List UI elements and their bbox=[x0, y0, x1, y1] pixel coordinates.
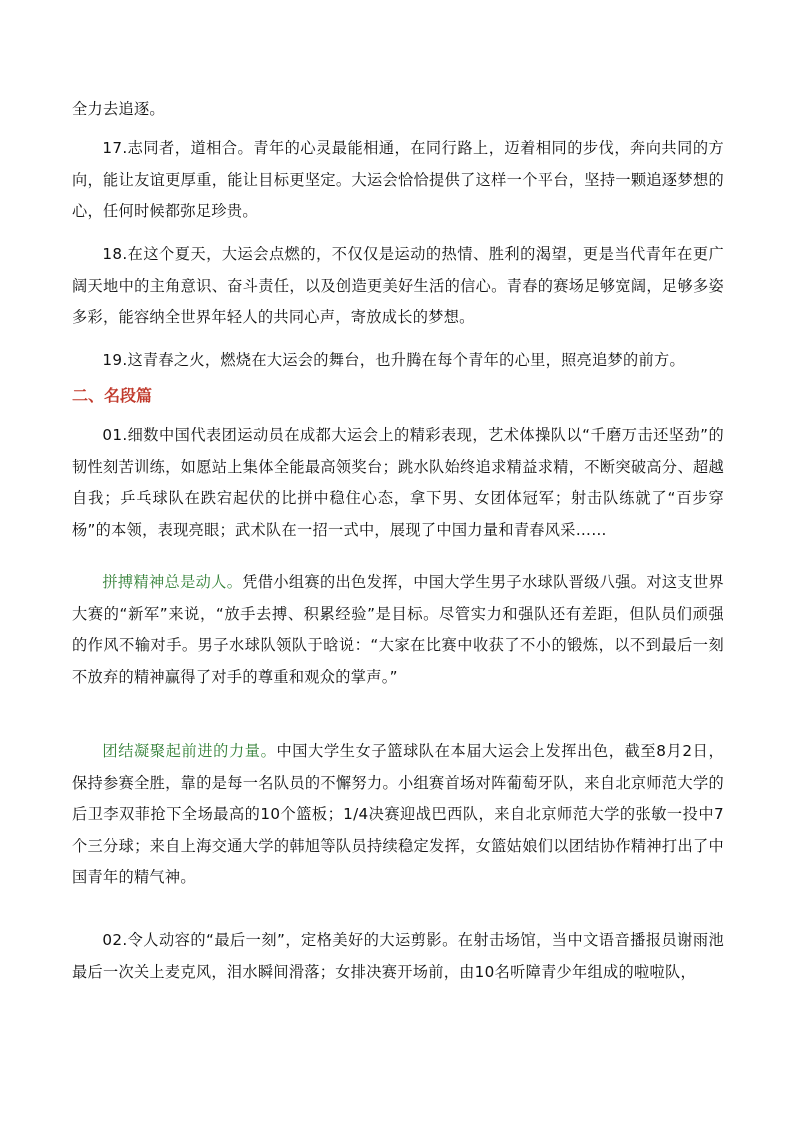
paragraph-continuation: 全力去追逐。 bbox=[72, 100, 165, 118]
subsection-unity bbox=[72, 736, 724, 894]
subsection-text: 中国大学生女子篮球队在本届大运会上发挥出色，截至8月2日，保持参赛全胜，靠的是每一名队员的不懈努力。小组赛首场对阵葡萄牙队，来自北京师范大学的后卫李双菲抢下全场最高的10个篮板；1/4决赛迎战巴西队，来自北京师范大学的张敏一投中7个三分球；来自上海交通大学的韩旭等队员持续稳定发挥，女篮姑娘们以团结协作精神打出了中国青年的精气神。 bbox=[72, 742, 724, 886]
paragraph-01: 01.细数中国代表团运动员在成都大运会上的精彩表现，艺术体操队以“千磨万击还坚劲”的韧性刻苦训练，如愿站上集体全能最高领奖台；跳水队始终追求精益求精，不断突破高分、超越自我；乒乓球队在跌宕起伏的比拼中稳住心态，拿下男、女团体冠军；射击队练就了“百步穿杨”的本领，表现亮眼；武术队在一招一式中，展现了中国力量和青春风采…… bbox=[72, 426, 724, 539]
paragraph-19: 19.这青春之火，燃烧在大运会的舞台，也升腾在每个青年的心里，照亮追梦的前方。 bbox=[102, 351, 685, 369]
paragraph-02: 02.令人动容的“最后一刻”，定格美好的大运剪影。在射击场馆，当中文语音播报员谢雨池最后一次关上麦克风，泪水瞬间滑落；女排决赛开场前，由10名听障青少年组成的啦啦队， bbox=[72, 931, 724, 981]
subsection-perseverance bbox=[72, 567, 724, 693]
subsection-text: 凭借小组赛的出色发挥，中国大学生男子水球队晋级八强。对这支世界大赛的“新军”来说，“放手去搏、积累经验”是目标。尽管实力和强队还有差距，但队员们顽强的作风不输对手。男子水球队领队于晗说：“大家在比赛中收获了不小的锻炼，以不到最后一刻不放弃的精神赢得了对手的尊重和观众的掌声。” bbox=[72, 573, 724, 686]
section-heading: 二、名段篇 bbox=[72, 386, 153, 405]
subsection-lead: 拼搏精神总是动人。 bbox=[102, 573, 243, 591]
paragraph-17: 17.志同者，道相合。青年的心灵最能相通，在同行路上，迈着相同的步伐，奔向共同的方向，能让友谊更厚重，能让目标更坚定。大运会恰恰提供了这样一个平台，坚持一颗追逐梦想的心，任何时候都弥足珍贵。 bbox=[72, 139, 724, 220]
paragraph-18: 18.在这个夏天，大运会点燃的，不仅仅是运动的热情、胜利的渴望，更是当代青年在更广阔天地中的主角意识、奋斗责任，以及创造更美好生活的信心。青春的赛场足够宽阔，足够多姿多彩，能容纳全世界年轻人的共同心声，寄放成长的梦想。 bbox=[72, 245, 724, 326]
subsection-lead: 团结凝聚起前进的力量。 bbox=[102, 742, 277, 760]
